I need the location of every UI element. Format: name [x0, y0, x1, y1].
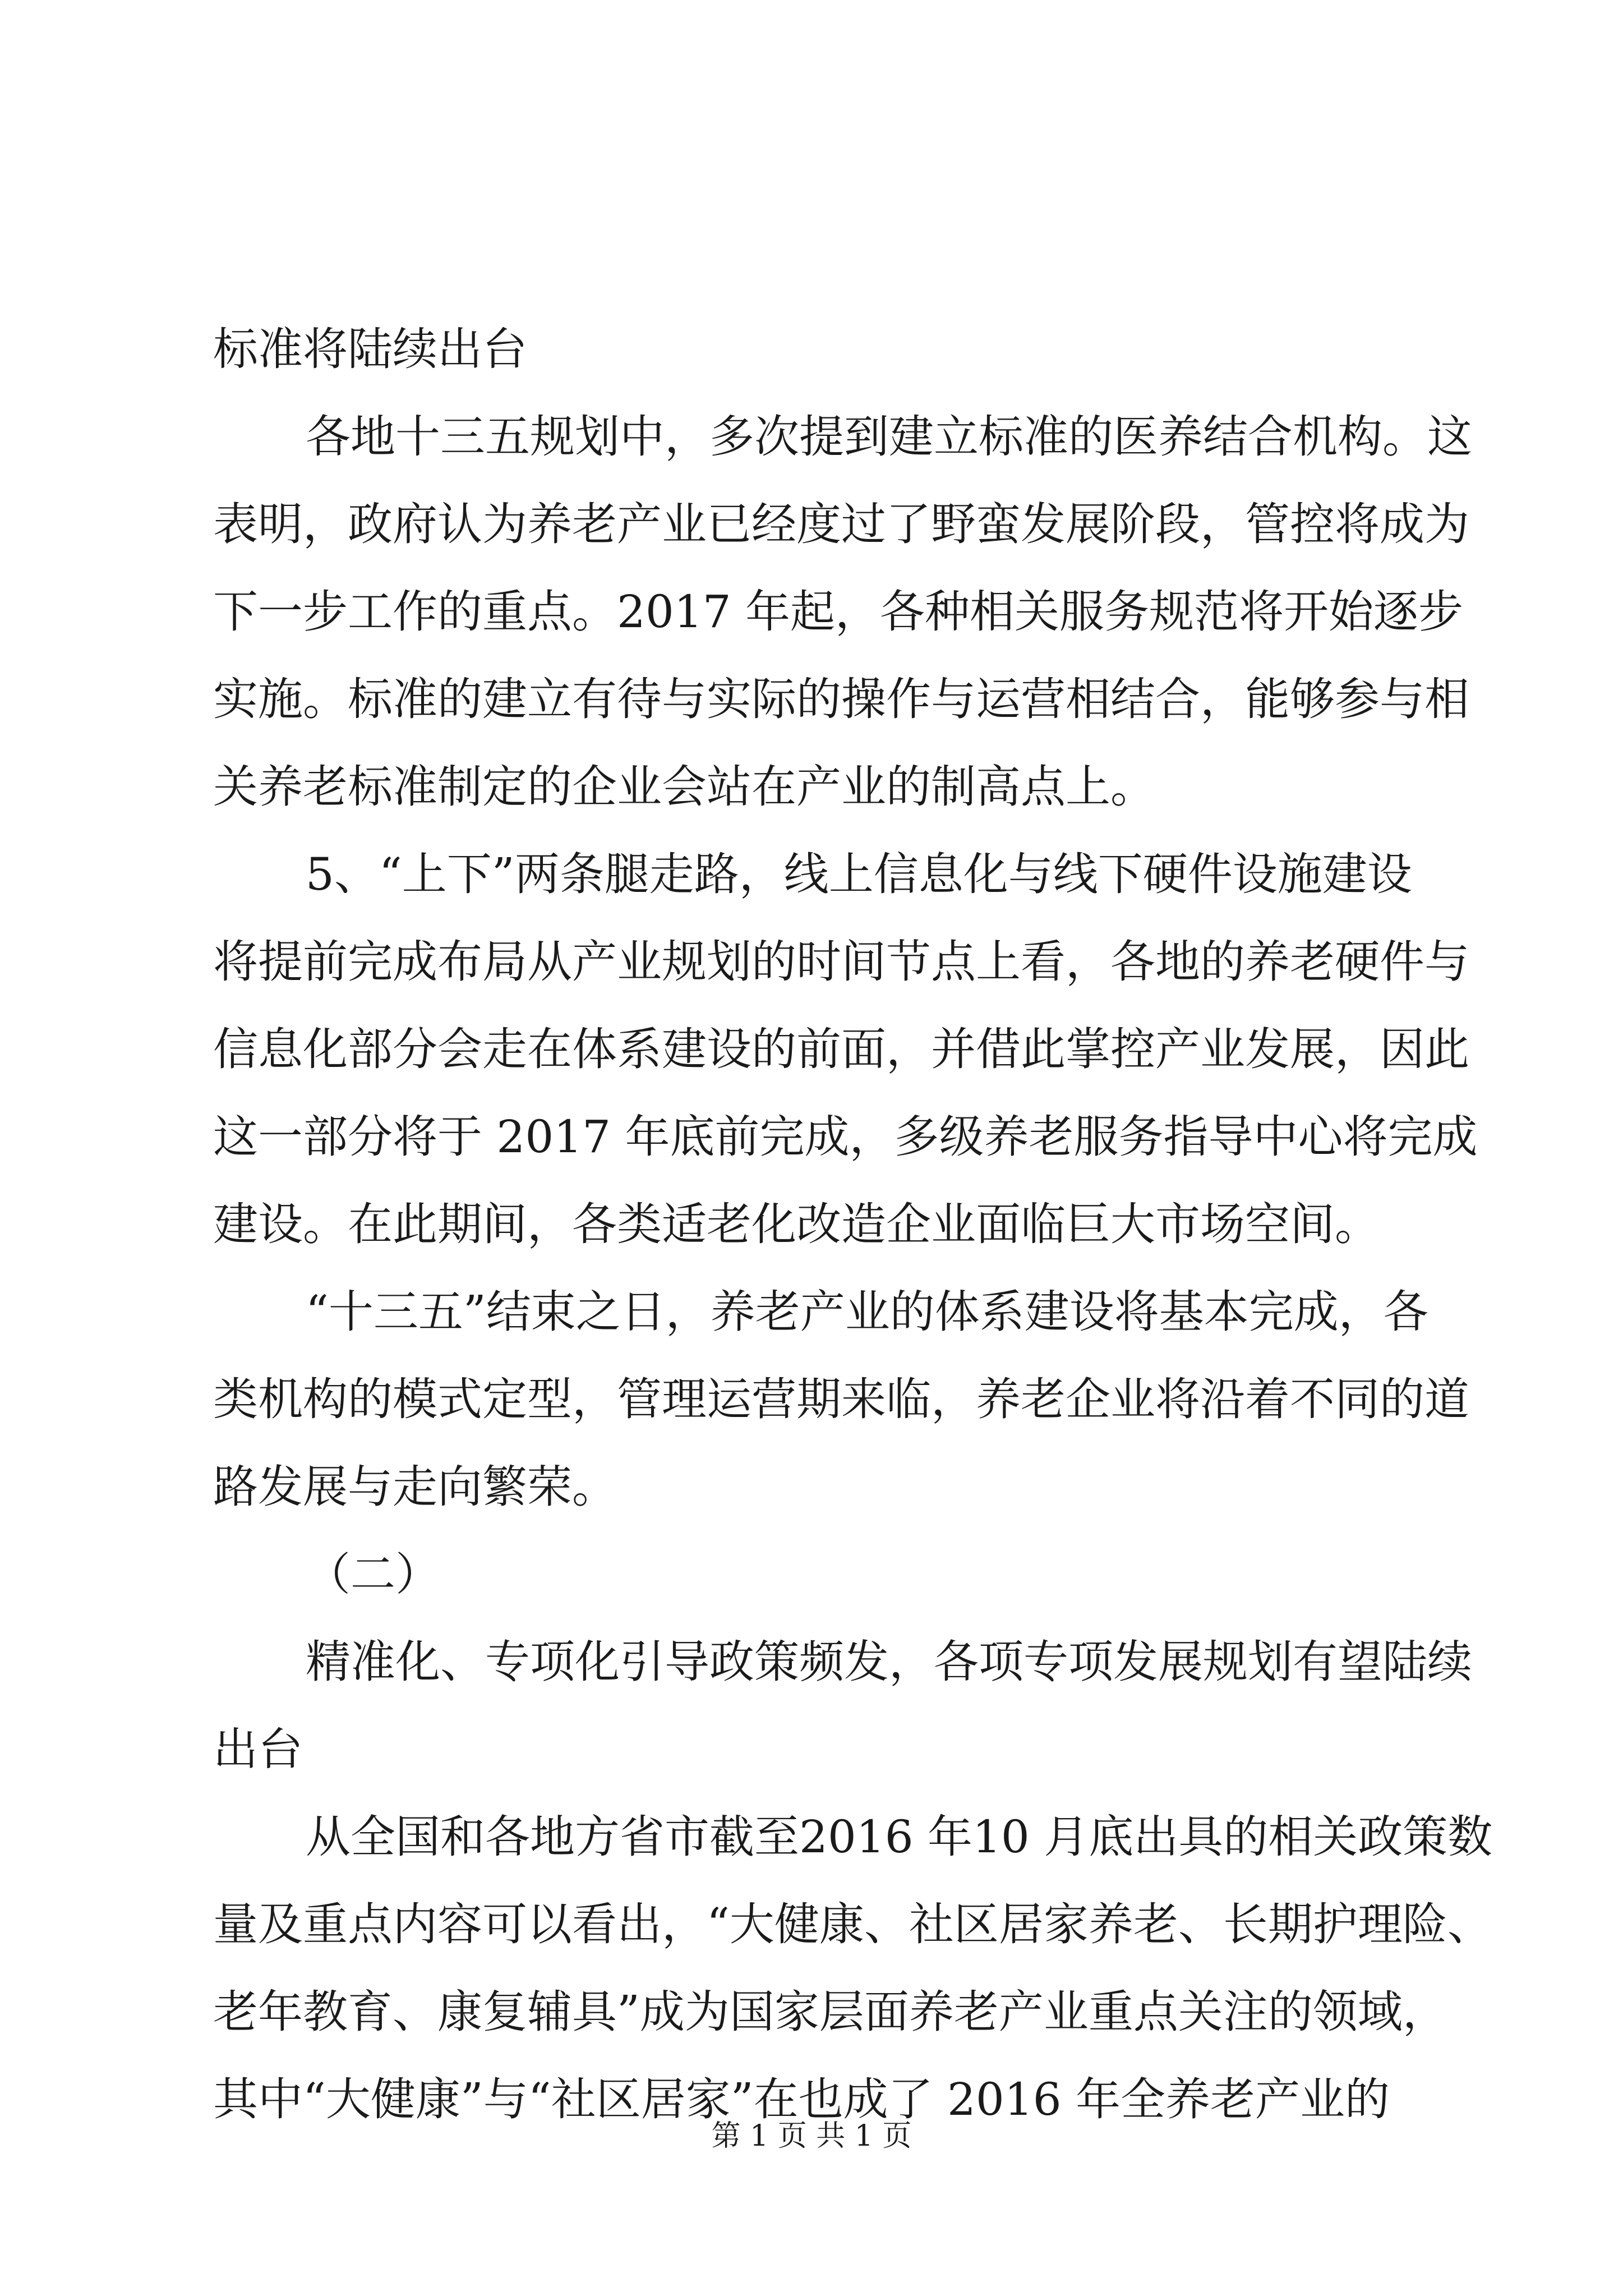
text-line: 类机构的模式定型，管理运营期来临，养老企业将沿着不同的道	[213, 1373, 1469, 1425]
text-line: 5、“上下”两条腿走路，线上信息化与线下硬件设施建设	[306, 848, 1412, 900]
text-line: 各地十三五规划中，多次提到建立标准的医养结合机构。这	[306, 411, 1472, 463]
text-line: 这一部分将于 2017 年底前完成，多级养老服务指导中心将完成	[213, 1111, 1478, 1163]
text-line: 下一步工作的重点。2017 年起，各种相关服务规范将开始逐步	[213, 586, 1464, 638]
text-line: 出台	[213, 1723, 303, 1775]
text-line: 将提前完成布局从产业规划的时间节点上看，各地的养老硬件与	[213, 936, 1469, 988]
text-line: 路发展与走向繁荣。	[213, 1461, 617, 1513]
text-line: 信息化部分会走在体系建设的前面，并借此掌控产业发展，因此	[213, 1023, 1469, 1075]
document-body	[213, 306, 1493, 2143]
text-line: 其中“大健康”与“社区居家”在也成了 2016 年全养老产业的	[213, 2073, 1390, 2125]
text-line: 精准化、专项化引导政策频发，各项专项发展规划有望陆续	[306, 1636, 1472, 1688]
text-line: 标准将陆续出台	[213, 323, 527, 375]
page-footer: 第 1 页 共 1 页	[711, 2119, 912, 2153]
text-line: 老年教育、康复辅具”成为国家层面养老产业重点关注的领域，	[213, 1986, 1447, 2038]
text-line: 量及重点内容可以看出，“大健康、社区居家养老、长期护理险、	[213, 1898, 1492, 1950]
text-line: 从全国和各地方省市截至2016 年10 月底出具的相关政策数	[306, 1811, 1493, 1863]
text-line: 建设。在此期间，各类适老化改造企业面临巨大市场空间。	[213, 1198, 1380, 1250]
text-line: 表明，政府认为养老产业已经度过了野蛮发展阶段，管控将成为	[213, 498, 1469, 550]
text-line: 实施。标准的建立有待与实际的操作与运营相结合，能够参与相	[213, 673, 1469, 725]
text-line: 关养老标准制定的企业会站在产业的制高点上。	[213, 761, 1155, 813]
text-line: “十三五”结束之日，养老产业的体系建设将基本完成，各	[306, 1286, 1428, 1338]
section-heading: （二）	[306, 1548, 440, 1600]
